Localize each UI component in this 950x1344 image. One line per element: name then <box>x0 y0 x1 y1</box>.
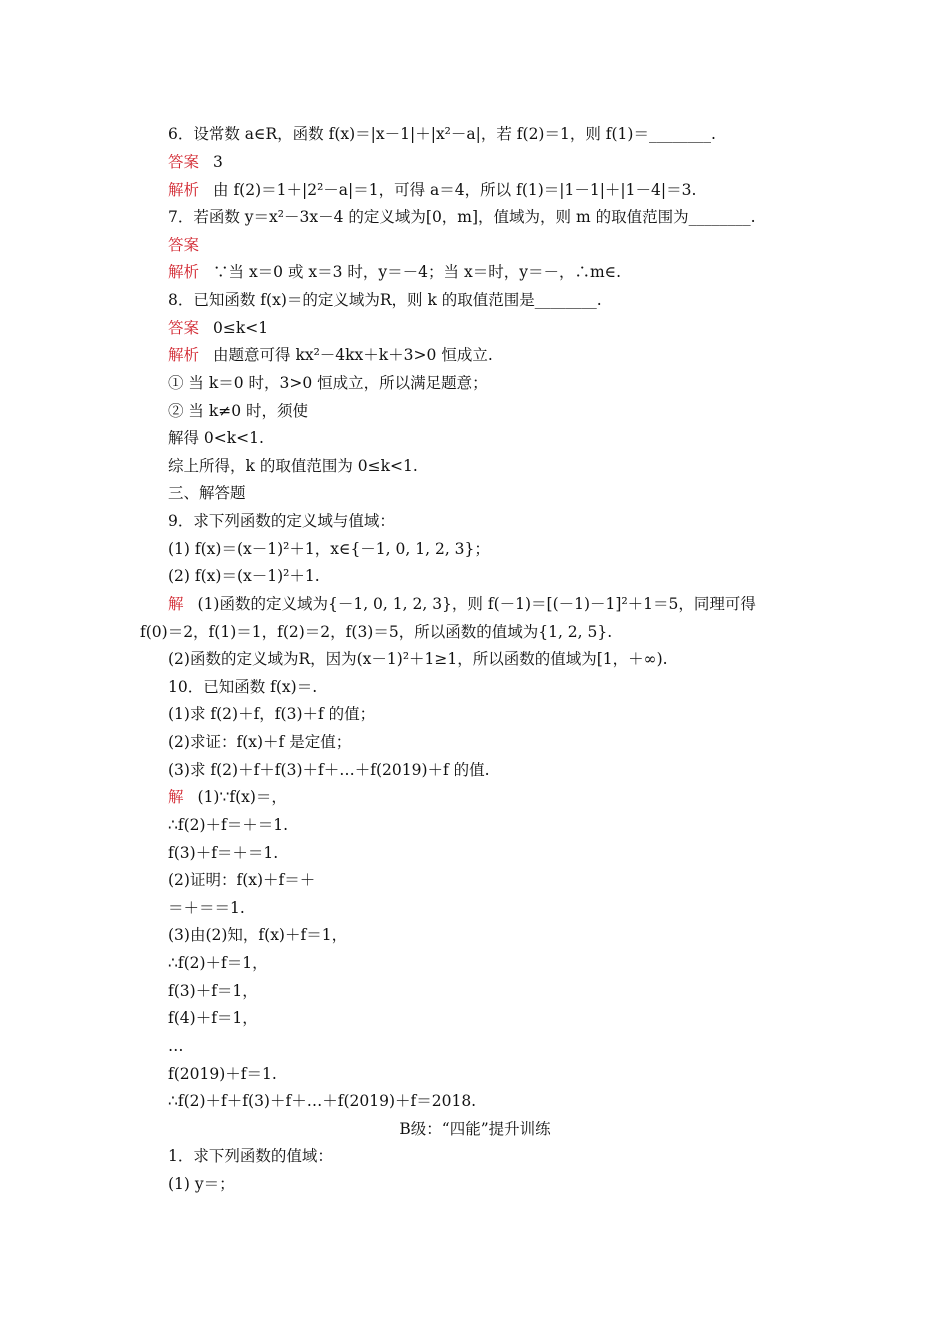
q6-analysis: 解析 由 f(2)＝1＋|2²－a|＝1，可得 a＝4，所以 f(1)＝|1－1|＋|1－4|＝3. <box>168 181 697 199</box>
q10-final: ∴f(2)＋f＋f(3)＋f＋…＋f(2019)＋f＝2018. <box>168 1092 477 1110</box>
q6-answer: 答案 3 <box>168 153 223 171</box>
q8-analysis: 解析 由题意可得 kx²－4kx＋k＋3>0 恒成立. <box>168 346 493 364</box>
q6-stem: 6．设常数 a∈R，函数 f(x)＝|x－1|＋|x²－a|，若 f(2)＝1，则 f(1)＝________. <box>168 125 716 143</box>
q10-part1: (1)求 f(2)＋f，f(3)＋f 的值； <box>168 705 376 723</box>
q9-solution-1-cont: f(0)＝2，f(1)＝1，f(2)＝2，f(3)＝5，所以函数的值域为{1, 2, 5}. <box>140 623 613 641</box>
q10-part3-solution: (3)由(2)知，f(x)＋f＝1， <box>168 926 348 944</box>
b1-part1: (1) y＝； <box>168 1175 235 1193</box>
q8-case1: ① 当 k＝0 时，3>0 恒成立，所以满足题意； <box>168 374 488 392</box>
q8-answer: 答案 0≤k<1 <box>168 319 269 337</box>
level-b-heading: B级：“四能”提升训练 <box>399 1120 551 1138</box>
q10-step: f(3)＋f＝＋＝1. <box>168 844 279 862</box>
q10-proof: (2)证明：f(x)＋f＝＋ <box>168 871 316 889</box>
q10-part2: (2)求证：f(x)＋f 是定值； <box>168 733 352 751</box>
q10-stem: 10．已知函数 f(x)＝. <box>168 678 318 696</box>
q8-solve: 解得 0<k<1. <box>168 429 264 447</box>
q8-stem: 8．已知函数 f(x)＝的定义域为R，则 k 的取值范围是________. <box>168 291 602 309</box>
q7-answer <box>168 235 213 255</box>
solution-label: 解 <box>168 595 184 613</box>
q9-part1: (1) f(x)＝(x－1)²＋1，x∈{－1, 0, 1, 2, 3}； <box>168 540 490 558</box>
q10-proof-cont: ＝＋＝＝1. <box>168 899 245 917</box>
solution-label: 解 <box>168 788 184 806</box>
q10-part3: (3)求 f(2)＋f＋f(3)＋f＋…＋f(2019)＋f 的值. <box>168 761 490 779</box>
q10-step: ∴f(2)＋f＝＋＝1. <box>168 816 289 834</box>
q9-part2: (2) f(x)＝(x－1)²＋1. <box>168 567 320 585</box>
section-heading: 三、解答题 <box>168 484 246 502</box>
q10-ellipsis: … <box>168 1037 184 1055</box>
q10-step: f(2019)＋f＝1. <box>168 1065 277 1083</box>
answer-label: 答案 <box>168 153 200 171</box>
q10-solution-1: 解 (1)∵f(x)＝， <box>168 788 287 806</box>
q8-case2: ② 当 k≠0 时，须使 <box>168 402 309 420</box>
q7-stem: 7．若函数 y＝x²－3x－4 的定义域为[0，m]，值域为，则 m 的取值范围为________. <box>168 208 756 226</box>
q8-conclusion: 综上所得，k 的取值范围为 0≤k<1. <box>168 457 418 475</box>
q9-solution-2: (2)函数的定义域为R，因为(x－1)²＋1≥1，所以函数的值域为[1，＋∞). <box>168 650 668 668</box>
q10-step: f(4)＋f＝1， <box>168 1009 258 1027</box>
q7-analysis: 解析 ∵当 x＝0 或 x＝3 时，y＝－4；当 x＝时，y＝－，∴m∈. <box>168 263 622 281</box>
analysis-label: 解析 <box>168 263 200 281</box>
b1-stem: 1．求下列函数的值域： <box>168 1147 333 1165</box>
answer-label: 答案 <box>168 236 200 254</box>
analysis-label: 解析 <box>168 181 200 199</box>
q10-step: f(3)＋f＝1， <box>168 982 258 1000</box>
q9-stem: 9．求下列函数的定义域与值域： <box>168 512 395 530</box>
q9-solution-1: 解 (1)函数的定义域为{－1, 0, 1, 2, 3}，则 f(－1)＝[(－1)－1]²＋1＝5，同理可得 <box>168 595 756 613</box>
q10-step: ∴f(2)＋f＝1， <box>168 954 268 972</box>
analysis-label: 解析 <box>168 346 200 364</box>
answer-label: 答案 <box>168 319 200 337</box>
